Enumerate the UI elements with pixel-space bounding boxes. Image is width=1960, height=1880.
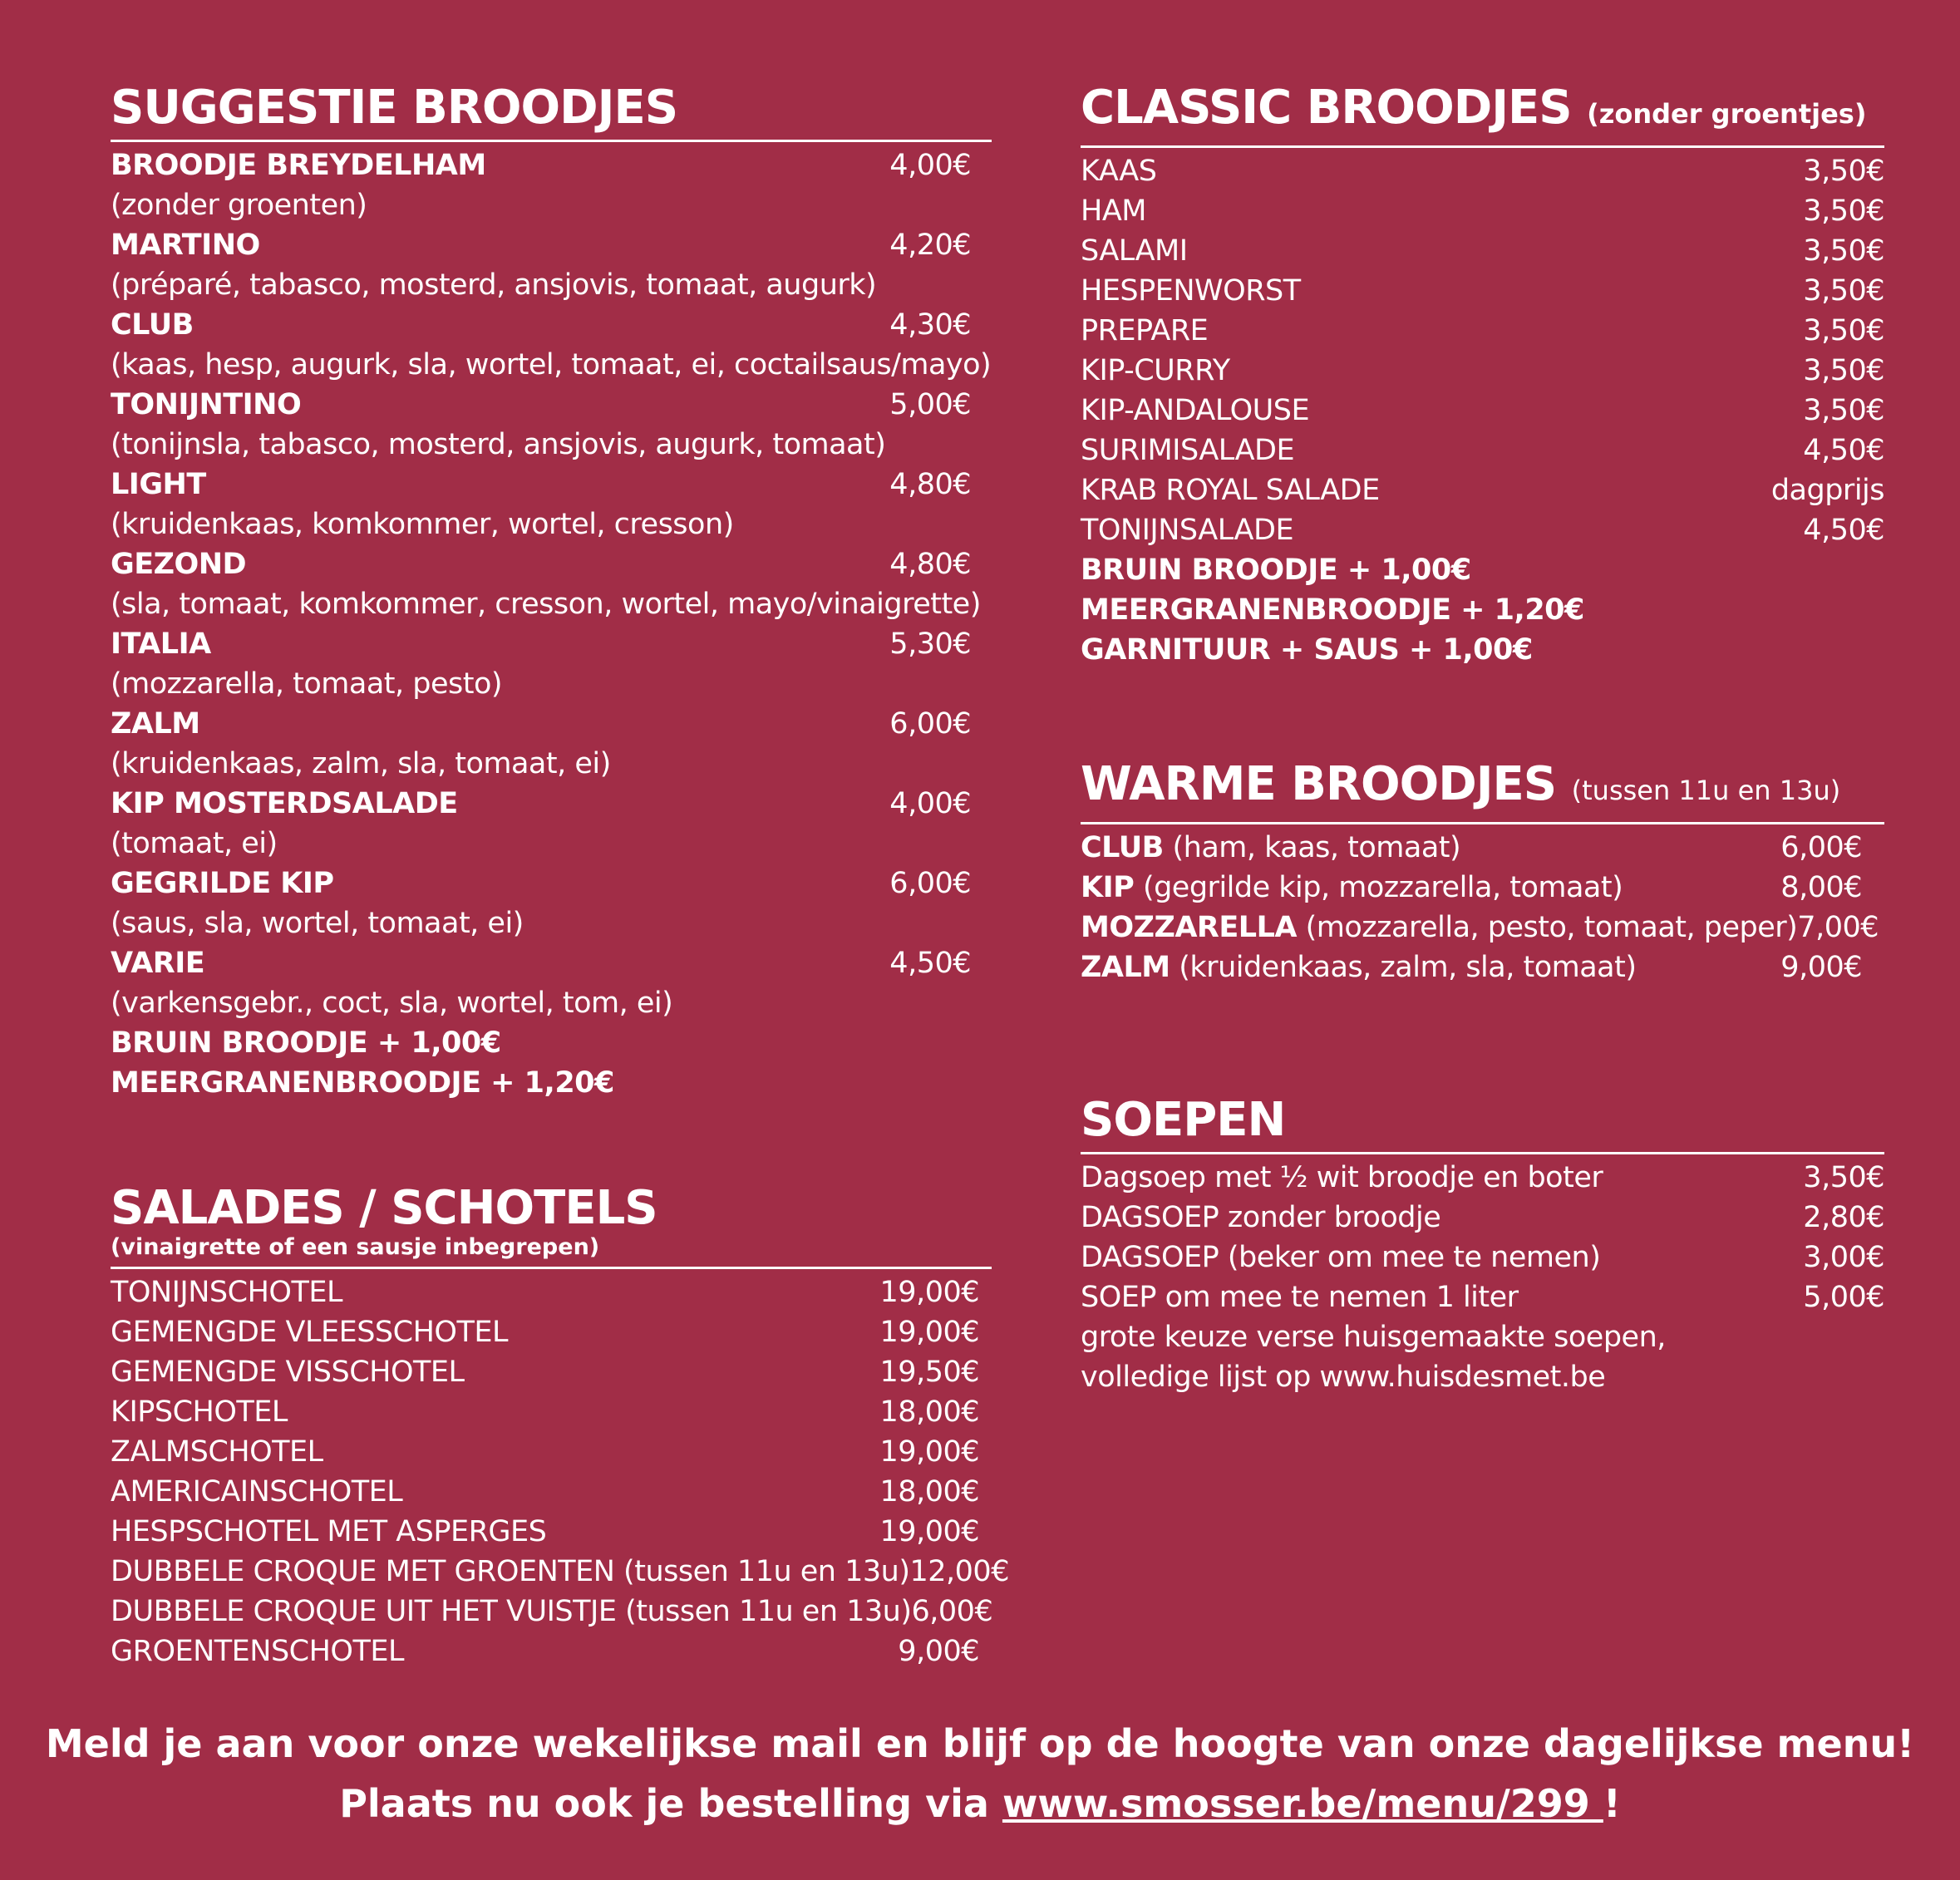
item-name: Dagsoep met ½ wit broodje en boter bbox=[1081, 1161, 1603, 1194]
menu-item bbox=[111, 704, 971, 744]
menu-item bbox=[1081, 510, 1884, 550]
item-price: 4,50€ bbox=[889, 947, 971, 980]
item-price: 8,00€ bbox=[1780, 871, 1862, 904]
menu-item bbox=[1081, 947, 1862, 987]
extra-garnituur-saus: GARNITUUR + SAUS + 1,00€ bbox=[1081, 633, 1533, 667]
item-price: 3,50€ bbox=[1803, 394, 1884, 427]
section-title: SALADES / SCHOTELS bbox=[111, 1181, 657, 1235]
item-price: 6,00€ bbox=[889, 867, 971, 900]
menu-item bbox=[111, 624, 971, 664]
item-description: (kruidenkaas, zalm, sla, tomaat) bbox=[1179, 951, 1637, 984]
item-price: 3,50€ bbox=[1803, 155, 1884, 188]
item-name: DAGSOEP zonder broodje bbox=[1081, 1201, 1441, 1234]
item-description: (varkensgebr., coct, sla, wortel, tom, ei) bbox=[111, 987, 673, 1020]
item-name: ZALM bbox=[1081, 951, 1170, 984]
item-name: KIP-CURRY bbox=[1081, 354, 1230, 387]
item-name: PREPARE bbox=[1081, 314, 1209, 347]
item-label bbox=[1081, 828, 1460, 868]
menu-item bbox=[111, 544, 971, 584]
menu-list bbox=[1081, 1158, 1884, 1317]
menu-item bbox=[111, 145, 971, 185]
menu-item bbox=[1081, 391, 1884, 431]
item-name: ITALIA bbox=[111, 627, 211, 661]
soepen-website-note: volledige lijst op www.huisdesmet.be bbox=[1081, 1361, 1606, 1394]
item-description: (ham, kaas, tomaat) bbox=[1172, 831, 1461, 864]
menu-list bbox=[1081, 828, 1879, 987]
item-description: (sla, tomaat, komkommer, cresson, wortel, mayo/vinaigrette) bbox=[111, 588, 981, 621]
item-name: KIP bbox=[1081, 871, 1135, 904]
item-price: 12,00€ bbox=[909, 1555, 1009, 1588]
menu-item bbox=[1081, 1277, 1884, 1317]
menu-item bbox=[111, 1352, 979, 1392]
item-name: MARTINO bbox=[111, 229, 260, 262]
title-divider bbox=[1081, 145, 1884, 148]
item-name: KRAB ROYAL SALADE bbox=[1081, 474, 1380, 507]
item-description: (kruidenkaas, komkommer, wortel, cresson) bbox=[111, 508, 734, 541]
item-price: 2,80€ bbox=[1803, 1201, 1884, 1234]
item-name: DUBBELE CROQUE UIT HET VUISTJE (tussen 11u en 13u) bbox=[111, 1595, 912, 1628]
item-name: HAM bbox=[1081, 194, 1146, 228]
title-divider bbox=[111, 1267, 992, 1269]
item-description: (kaas, hesp, augurk, sla, wortel, tomaat, ei, coctailsaus/mayo) bbox=[111, 348, 992, 381]
item-price: 4,00€ bbox=[889, 787, 971, 820]
item-name: SOEP om mee te nemen 1 liter bbox=[1081, 1281, 1519, 1314]
item-name: GROENTENSCHOTEL bbox=[111, 1635, 404, 1668]
item-label bbox=[1081, 868, 1623, 908]
item-price: dagprijs bbox=[1770, 474, 1884, 507]
section-title bbox=[1081, 757, 1884, 815]
menu-item bbox=[111, 1312, 979, 1352]
menu-item bbox=[111, 784, 971, 824]
item-description: (mozzarella, tomaat, pesto) bbox=[111, 667, 503, 701]
item-description: (kruidenkaas, zalm, sla, tomaat, ei) bbox=[111, 747, 611, 780]
item-price: 5,00€ bbox=[1803, 1281, 1884, 1314]
menu-item bbox=[1081, 151, 1884, 191]
title-text: WARME BROODJES bbox=[1081, 757, 1557, 811]
item-name: DUBBELE CROQUE MET GROENTEN (tussen 11u en 13u) bbox=[111, 1555, 910, 1588]
menu-item bbox=[111, 1472, 979, 1512]
item-name: SALAMI bbox=[1081, 234, 1188, 268]
section-title: SOEPEN bbox=[1081, 1093, 1286, 1147]
item-price: 9,00€ bbox=[898, 1635, 979, 1668]
item-name: DAGSOEP (beker om mee te nemen) bbox=[1081, 1241, 1601, 1274]
title-divider bbox=[1081, 822, 1884, 824]
menu-item bbox=[1081, 868, 1862, 908]
section-warme-broodjes bbox=[1081, 757, 1884, 987]
item-name: TONIJNTINO bbox=[111, 388, 302, 421]
menu-item bbox=[1081, 1158, 1884, 1198]
footer-newsletter: Meld je aan voor onze wekelijkse mail en blijf op de hoogte van onze dagelijkse menu! bbox=[45, 1721, 1915, 1766]
item-label bbox=[1081, 947, 1637, 987]
extra-bruin-broodje: BRUIN BROODJE + 1,00€ bbox=[1081, 554, 1471, 587]
menu-list bbox=[111, 145, 992, 1023]
item-name: GEMENGDE VISSCHOTEL bbox=[111, 1356, 465, 1389]
item-price: 4,20€ bbox=[889, 229, 971, 262]
item-name: HESPSCHOTEL MET ASPERGES bbox=[111, 1515, 547, 1548]
item-price: 3,50€ bbox=[1803, 194, 1884, 228]
item-price: 3,50€ bbox=[1803, 234, 1884, 268]
item-price: 18,00€ bbox=[879, 1395, 979, 1429]
menu-list bbox=[111, 1272, 1009, 1671]
menu-item bbox=[111, 1512, 979, 1552]
item-name: TONIJNSALADE bbox=[1081, 514, 1294, 547]
item-price: 19,50€ bbox=[879, 1356, 979, 1389]
item-price: 5,30€ bbox=[889, 627, 971, 661]
item-name: LIGHT bbox=[111, 468, 206, 501]
item-name: AMERICAINSCHOTEL bbox=[111, 1475, 403, 1508]
section-title: SUGGESTIE BROODJES bbox=[111, 81, 678, 135]
smosser-link[interactable]: www.smosser.be/menu/299 bbox=[1002, 1781, 1603, 1826]
item-name: KIP-ANDALOUSE bbox=[1081, 394, 1310, 427]
menu-item bbox=[111, 1432, 979, 1472]
item-price: 6,00€ bbox=[911, 1595, 993, 1628]
item-price: 4,50€ bbox=[1803, 514, 1884, 547]
item-description: (tomaat, ei) bbox=[111, 827, 278, 860]
item-name: VARIE bbox=[111, 947, 205, 980]
menu-item bbox=[111, 864, 971, 903]
menu-item bbox=[1081, 1238, 1884, 1277]
item-description: (préparé, tabasco, mosterd, ansjovis, tomaat, augurk) bbox=[111, 268, 877, 302]
section-classic-broodjes bbox=[1081, 83, 1884, 670]
menu-item bbox=[1081, 191, 1884, 231]
item-name: KIPSCHOTEL bbox=[111, 1395, 288, 1429]
title-divider bbox=[1081, 1152, 1884, 1154]
menu-item bbox=[111, 1272, 979, 1312]
menu-item bbox=[1081, 431, 1884, 470]
item-name: BROODJE BREYDELHAM bbox=[111, 149, 486, 182]
section-salades-schotels bbox=[111, 1181, 1009, 1671]
item-price: 3,50€ bbox=[1803, 354, 1884, 387]
item-description: (saus, sla, wortel, tomaat, ei) bbox=[111, 907, 524, 940]
footer-exclaim: ! bbox=[1603, 1781, 1621, 1826]
item-label bbox=[1081, 908, 1797, 947]
item-name: ZALMSCHOTEL bbox=[111, 1435, 323, 1469]
item-name: ZALM bbox=[111, 707, 200, 741]
item-name: KIP MOSTERDSALADE bbox=[111, 787, 458, 820]
menu-item bbox=[1081, 1198, 1884, 1238]
footer-order-text: Plaats nu ook je bestelling via bbox=[339, 1781, 1002, 1826]
item-price: 9,00€ bbox=[1780, 951, 1862, 984]
item-name: GEZOND bbox=[111, 548, 247, 581]
menu-item bbox=[111, 1592, 993, 1631]
section-title bbox=[1081, 83, 1884, 139]
item-price: 3,00€ bbox=[1803, 1241, 1884, 1274]
footer-order bbox=[0, 1774, 1960, 1833]
item-description: (zonder groenten) bbox=[111, 189, 367, 222]
item-price: 7,00€ bbox=[1797, 911, 1879, 944]
item-price: 4,00€ bbox=[889, 149, 971, 182]
menu-item bbox=[1081, 271, 1884, 311]
menu-item bbox=[111, 465, 971, 504]
item-name: MOZZARELLA bbox=[1081, 911, 1297, 944]
menu-item bbox=[111, 1631, 979, 1671]
title-divider bbox=[111, 140, 992, 142]
item-price: 19,00€ bbox=[879, 1276, 979, 1309]
item-price: 19,00€ bbox=[879, 1435, 979, 1469]
item-name: SURIMISALADE bbox=[1081, 434, 1295, 467]
menu-item bbox=[111, 943, 971, 983]
soepen-note: grote keuze verse huisgemaakte soepen, bbox=[1081, 1321, 1666, 1354]
item-price: 4,50€ bbox=[1803, 434, 1884, 467]
extra-meergranenbroodje: MEERGRANENBROODJE + 1,20€ bbox=[1081, 593, 1584, 627]
item-price: 3,50€ bbox=[1803, 1161, 1884, 1194]
item-price: 3,50€ bbox=[1803, 314, 1884, 347]
menu-item bbox=[111, 1392, 979, 1432]
title-text: CLASSIC BROODJES bbox=[1081, 81, 1572, 135]
item-price: 4,80€ bbox=[889, 468, 971, 501]
section-soepen bbox=[1081, 1095, 1884, 1397]
item-price: 5,00€ bbox=[889, 388, 971, 421]
menu-item bbox=[1081, 908, 1879, 947]
item-price: 18,00€ bbox=[879, 1475, 979, 1508]
item-price: 3,50€ bbox=[1803, 274, 1884, 308]
menu-list bbox=[1081, 151, 1884, 550]
menu-item bbox=[1081, 231, 1884, 271]
menu-item bbox=[111, 1552, 1009, 1592]
item-description: (mozzarella, pesto, tomaat, peper) bbox=[1305, 911, 1798, 944]
extra-bruin-broodje: BRUIN BROODJE + 1,00€ bbox=[111, 1026, 501, 1060]
item-name: KAAS bbox=[1081, 155, 1157, 188]
menu-item bbox=[1081, 828, 1862, 868]
item-description: (gegrilde kip, mozzarella, tomaat) bbox=[1142, 871, 1623, 904]
section-subtitle: (vinaigrette of een sausje inbegrepen) bbox=[111, 1234, 600, 1260]
extra-meergranenbroodje: MEERGRANENBROODJE + 1,20€ bbox=[111, 1066, 614, 1100]
menu-item bbox=[111, 225, 971, 265]
menu-item bbox=[1081, 351, 1884, 391]
menu-item bbox=[111, 305, 971, 345]
item-name: CLUB bbox=[111, 308, 194, 342]
item-price: 6,00€ bbox=[889, 707, 971, 741]
menu-item bbox=[111, 385, 971, 425]
item-description: (tonijnsla, tabasco, mosterd, ansjovis, augurk, tomaat) bbox=[111, 428, 886, 461]
menu-item bbox=[1081, 311, 1884, 351]
menu-item bbox=[1081, 470, 1884, 510]
section-suggestie-broodjes bbox=[111, 83, 992, 1103]
item-name: GEGRILDE KIP bbox=[111, 867, 334, 900]
item-price: 19,00€ bbox=[879, 1316, 979, 1349]
item-name: TONIJNSCHOTEL bbox=[111, 1276, 342, 1309]
item-price: 6,00€ bbox=[1780, 831, 1862, 864]
item-price: 19,00€ bbox=[879, 1515, 979, 1548]
item-price: 4,30€ bbox=[889, 308, 971, 342]
item-name: GEMENGDE VLEESSCHOTEL bbox=[111, 1316, 508, 1349]
item-name: CLUB bbox=[1081, 831, 1164, 864]
item-name: HESPENWORST bbox=[1081, 274, 1301, 308]
title-note: (tussen 11u en 13u) bbox=[1571, 775, 1841, 806]
title-note: (zonder groentjes) bbox=[1587, 98, 1867, 130]
item-price: 4,80€ bbox=[889, 548, 971, 581]
